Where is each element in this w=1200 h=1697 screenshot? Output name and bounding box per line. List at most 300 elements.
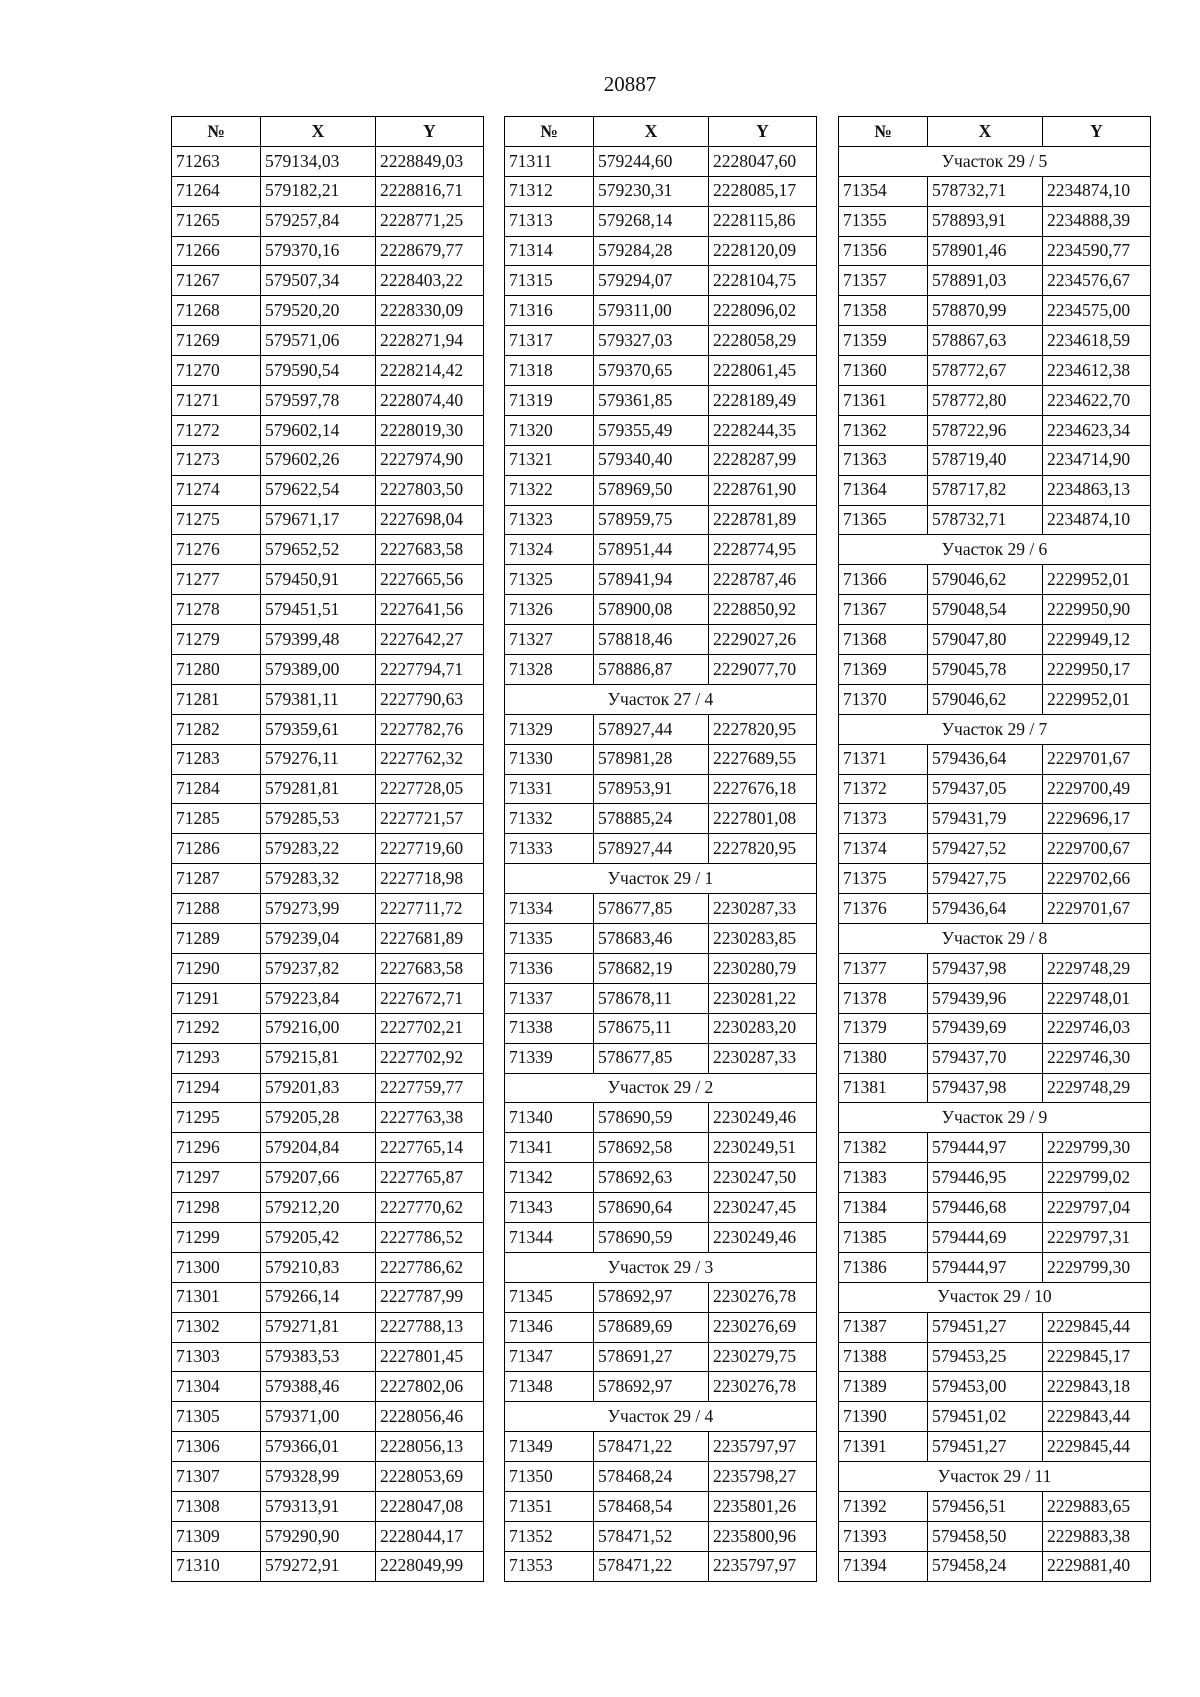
table-row (505, 774, 817, 804)
point-number-cell: 71293 (172, 1043, 261, 1073)
table-row (505, 415, 817, 445)
x-coordinate-cell: 579281,81 (261, 774, 376, 804)
x-coordinate-cell: 579439,96 (928, 983, 1043, 1013)
table-row (839, 983, 1151, 1013)
y-coordinate-cell: 2227762,32 (376, 744, 484, 774)
table-row (505, 1133, 817, 1163)
point-number-cell: 71300 (172, 1252, 261, 1282)
section-title: Участок 29 / 11 (839, 1462, 1151, 1492)
point-number-cell: 71264 (172, 176, 261, 206)
table-row (172, 475, 484, 505)
point-number-cell: 71266 (172, 236, 261, 266)
point-number-cell: 71330 (505, 744, 594, 774)
x-coordinate-cell: 578981,28 (594, 744, 709, 774)
point-number-cell: 71306 (172, 1432, 261, 1462)
table-row (839, 625, 1151, 655)
point-number-cell: 71366 (839, 565, 928, 595)
y-coordinate-cell: 2227794,71 (376, 655, 484, 685)
table-row (172, 326, 484, 356)
x-coordinate-cell: 579311,00 (594, 296, 709, 326)
y-coordinate-cell: 2227702,92 (376, 1043, 484, 1073)
point-number-cell: 71363 (839, 445, 928, 475)
y-coordinate-cell: 2229845,17 (1043, 1342, 1151, 1372)
section-title: Участок 29 / 7 (839, 714, 1151, 744)
table-row (839, 1222, 1151, 1252)
x-coordinate-cell: 579437,05 (928, 774, 1043, 804)
x-coordinate-cell: 578719,40 (928, 445, 1043, 475)
x-coordinate-cell: 578690,64 (594, 1193, 709, 1223)
y-coordinate-cell: 2230276,78 (709, 1372, 817, 1402)
table-row (172, 894, 484, 924)
x-coordinate-cell: 578927,44 (594, 834, 709, 864)
table-row (172, 1043, 484, 1073)
table-row (839, 1193, 1151, 1223)
y-coordinate-cell: 2229748,01 (1043, 983, 1151, 1013)
table-row (505, 296, 817, 326)
header-x: X (928, 117, 1043, 147)
table-row (172, 535, 484, 565)
x-coordinate-cell: 578951,44 (594, 535, 709, 565)
y-coordinate-cell: 2227702,21 (376, 1013, 484, 1043)
point-number-cell: 71374 (839, 834, 928, 864)
table-row (839, 326, 1151, 356)
y-coordinate-cell: 2229799,30 (1043, 1133, 1151, 1163)
point-number-cell: 71271 (172, 386, 261, 416)
table-row (839, 684, 1151, 714)
table-row (505, 1013, 817, 1043)
y-coordinate-cell: 2228189,49 (709, 386, 817, 416)
y-coordinate-cell: 2228058,29 (709, 326, 817, 356)
point-number-cell: 71287 (172, 864, 261, 894)
table-row (505, 804, 817, 834)
x-coordinate-cell: 578732,71 (928, 176, 1043, 206)
point-number-cell: 71343 (505, 1193, 594, 1223)
table-row (505, 535, 817, 565)
x-coordinate-cell: 578901,46 (928, 236, 1043, 266)
y-coordinate-cell: 2235797,97 (709, 1551, 817, 1581)
point-number-cell: 71302 (172, 1312, 261, 1342)
point-number-cell: 71348 (505, 1372, 594, 1402)
section-row (839, 1103, 1151, 1133)
table-row (839, 1073, 1151, 1103)
y-coordinate-cell: 2229949,12 (1043, 625, 1151, 655)
point-number-cell: 71378 (839, 983, 928, 1013)
y-coordinate-cell: 2234618,59 (1043, 326, 1151, 356)
table-row (839, 1163, 1151, 1193)
table-row (505, 445, 817, 475)
x-coordinate-cell: 578677,85 (594, 894, 709, 924)
x-coordinate-cell: 578867,63 (928, 326, 1043, 356)
y-coordinate-cell: 2229027,26 (709, 625, 817, 655)
point-number-cell: 71323 (505, 505, 594, 535)
table-row (505, 714, 817, 744)
section-row (839, 146, 1151, 176)
header-number: № (505, 117, 594, 147)
point-number-cell: 71331 (505, 774, 594, 804)
point-number-cell: 71299 (172, 1222, 261, 1252)
y-coordinate-cell: 2227642,27 (376, 625, 484, 655)
x-coordinate-cell: 579383,53 (261, 1342, 376, 1372)
x-coordinate-cell: 579456,51 (928, 1491, 1043, 1521)
y-coordinate-cell: 2230276,69 (709, 1312, 817, 1342)
section-row (839, 1282, 1151, 1312)
point-number-cell: 71368 (839, 625, 928, 655)
x-coordinate-cell: 578772,67 (928, 356, 1043, 386)
page-number: 20887 (603, 72, 657, 96)
y-coordinate-cell: 2227721,57 (376, 804, 484, 834)
y-coordinate-cell: 2227787,99 (376, 1282, 484, 1312)
y-coordinate-cell: 2228056,13 (376, 1432, 484, 1462)
y-coordinate-cell: 2227788,13 (376, 1312, 484, 1342)
point-number-cell: 71362 (839, 415, 928, 445)
point-number-cell: 71385 (839, 1222, 928, 1252)
table-row (172, 146, 484, 176)
y-coordinate-cell: 2229748,29 (1043, 953, 1151, 983)
x-coordinate-cell: 579431,79 (928, 804, 1043, 834)
point-number-cell: 71318 (505, 356, 594, 386)
y-coordinate-cell: 2227759,77 (376, 1073, 484, 1103)
table-row (839, 1402, 1151, 1432)
y-coordinate-cell: 2229797,31 (1043, 1222, 1151, 1252)
y-coordinate-cell: 2230281,22 (709, 983, 817, 1013)
x-coordinate-cell: 579437,70 (928, 1043, 1043, 1073)
table-row (505, 326, 817, 356)
point-number-cell: 71383 (839, 1163, 928, 1193)
point-number-cell: 71278 (172, 595, 261, 625)
point-number-cell: 71344 (505, 1222, 594, 1252)
header-y: Y (1043, 117, 1151, 147)
point-number-cell: 71269 (172, 326, 261, 356)
table-row (839, 505, 1151, 535)
y-coordinate-cell: 2228244,35 (709, 415, 817, 445)
point-number-cell: 71273 (172, 445, 261, 475)
x-coordinate-cell: 578690,59 (594, 1103, 709, 1133)
point-number-cell: 71286 (172, 834, 261, 864)
x-coordinate-cell: 578953,91 (594, 774, 709, 804)
point-number-cell: 71304 (172, 1372, 261, 1402)
y-coordinate-cell: 2227641,56 (376, 595, 484, 625)
table-row (172, 1252, 484, 1282)
y-coordinate-cell: 2228044,17 (376, 1521, 484, 1551)
table-row (172, 1222, 484, 1252)
point-number-cell: 71384 (839, 1193, 928, 1223)
x-coordinate-cell: 579446,95 (928, 1163, 1043, 1193)
x-coordinate-cell: 578677,85 (594, 1043, 709, 1073)
table-row (839, 415, 1151, 445)
y-coordinate-cell: 2228403,22 (376, 266, 484, 296)
point-number-cell: 71346 (505, 1312, 594, 1342)
y-coordinate-cell: 2227802,06 (376, 1372, 484, 1402)
x-coordinate-cell: 579266,14 (261, 1282, 376, 1312)
point-number-cell: 71297 (172, 1163, 261, 1193)
point-number-cell: 71270 (172, 356, 261, 386)
y-coordinate-cell: 2234590,77 (1043, 236, 1151, 266)
point-number-cell: 71322 (505, 475, 594, 505)
x-coordinate-cell: 579216,00 (261, 1013, 376, 1043)
y-coordinate-cell: 2229950,90 (1043, 595, 1151, 625)
table-row (505, 1432, 817, 1462)
y-coordinate-cell: 2227683,58 (376, 535, 484, 565)
y-coordinate-cell: 2229843,18 (1043, 1372, 1151, 1402)
x-coordinate-cell: 579590,54 (261, 356, 376, 386)
point-number-cell: 71268 (172, 296, 261, 326)
y-coordinate-cell: 2227665,56 (376, 565, 484, 595)
table-row (839, 834, 1151, 864)
y-coordinate-cell: 2230283,85 (709, 924, 817, 954)
section-title: Участок 29 / 6 (839, 535, 1151, 565)
section-title: Участок 29 / 5 (839, 146, 1151, 176)
x-coordinate-cell: 579046,62 (928, 684, 1043, 714)
header-number: № (839, 117, 928, 147)
y-coordinate-cell: 2230283,20 (709, 1013, 817, 1043)
y-coordinate-cell: 2235801,26 (709, 1491, 817, 1521)
x-coordinate-cell: 579283,22 (261, 834, 376, 864)
x-coordinate-cell: 579458,50 (928, 1521, 1043, 1551)
x-coordinate-cell: 579294,07 (594, 266, 709, 296)
table-row (839, 176, 1151, 206)
x-coordinate-cell: 579453,00 (928, 1372, 1043, 1402)
point-number-cell: 71272 (172, 415, 261, 445)
y-coordinate-cell: 2228053,69 (376, 1462, 484, 1492)
table-row (839, 1521, 1151, 1551)
point-number-cell: 71320 (505, 415, 594, 445)
table-row (839, 1491, 1151, 1521)
x-coordinate-cell: 578893,91 (928, 206, 1043, 236)
y-coordinate-cell: 2227689,55 (709, 744, 817, 774)
y-coordinate-cell: 2228104,75 (709, 266, 817, 296)
y-coordinate-cell: 2229077,70 (709, 655, 817, 685)
point-number-cell: 71391 (839, 1432, 928, 1462)
y-coordinate-cell: 2228061,45 (709, 356, 817, 386)
point-number-cell: 71361 (839, 386, 928, 416)
x-coordinate-cell: 579597,78 (261, 386, 376, 416)
y-coordinate-cell: 2235797,97 (709, 1432, 817, 1462)
point-number-cell: 71359 (839, 326, 928, 356)
x-coordinate-cell: 579290,90 (261, 1521, 376, 1551)
point-number-cell: 71342 (505, 1163, 594, 1193)
x-coordinate-cell: 579427,75 (928, 864, 1043, 894)
point-number-cell: 71336 (505, 953, 594, 983)
table-row (505, 236, 817, 266)
x-coordinate-cell: 579134,03 (261, 146, 376, 176)
table-row (172, 1432, 484, 1462)
point-number-cell: 71324 (505, 535, 594, 565)
y-coordinate-cell: 2229746,30 (1043, 1043, 1151, 1073)
x-coordinate-cell: 579444,97 (928, 1252, 1043, 1282)
table-row (839, 894, 1151, 924)
section-title: Участок 27 / 4 (505, 684, 817, 714)
table-row (505, 505, 817, 535)
x-coordinate-cell: 578690,59 (594, 1222, 709, 1252)
x-coordinate-cell: 579388,46 (261, 1372, 376, 1402)
table-row (505, 1043, 817, 1073)
point-number-cell: 71307 (172, 1462, 261, 1492)
table-body (172, 146, 484, 1581)
point-number-cell: 71382 (839, 1133, 928, 1163)
y-coordinate-cell: 2228019,30 (376, 415, 484, 445)
x-coordinate-cell: 579340,40 (594, 445, 709, 475)
y-coordinate-cell: 2227803,50 (376, 475, 484, 505)
table-row (505, 176, 817, 206)
section-row (505, 1402, 817, 1432)
section-row (505, 684, 817, 714)
x-coordinate-cell: 579212,20 (261, 1193, 376, 1223)
x-coordinate-cell: 578717,82 (928, 475, 1043, 505)
section-title: Участок 29 / 9 (839, 1103, 1151, 1133)
point-number-cell: 71333 (505, 834, 594, 864)
table-row (839, 356, 1151, 386)
point-number-cell: 71315 (505, 266, 594, 296)
point-number-cell: 71394 (839, 1551, 928, 1581)
x-coordinate-cell: 579327,03 (594, 326, 709, 356)
point-number-cell: 71329 (505, 714, 594, 744)
section-row (839, 535, 1151, 565)
y-coordinate-cell: 2227763,38 (376, 1103, 484, 1133)
x-coordinate-cell: 579370,16 (261, 236, 376, 266)
y-coordinate-cell: 2228120,09 (709, 236, 817, 266)
x-coordinate-cell: 579436,64 (928, 894, 1043, 924)
y-coordinate-cell: 2228049,99 (376, 1551, 484, 1581)
x-coordinate-cell: 579389,00 (261, 655, 376, 685)
point-number-cell: 71350 (505, 1462, 594, 1492)
table-row (172, 1133, 484, 1163)
y-coordinate-cell: 2229799,30 (1043, 1252, 1151, 1282)
point-number-cell: 71291 (172, 983, 261, 1013)
point-number-cell: 71387 (839, 1312, 928, 1342)
y-coordinate-cell: 2227786,52 (376, 1222, 484, 1252)
table-row (505, 983, 817, 1013)
table-row (172, 505, 484, 535)
y-coordinate-cell: 2229883,65 (1043, 1491, 1151, 1521)
x-coordinate-cell: 579046,62 (928, 565, 1043, 595)
table-row (839, 1432, 1151, 1462)
y-coordinate-cell: 2229700,67 (1043, 834, 1151, 864)
y-coordinate-cell: 2230287,33 (709, 894, 817, 924)
table-row (505, 1282, 817, 1312)
point-number-cell: 71314 (505, 236, 594, 266)
table-row (172, 266, 484, 296)
y-coordinate-cell: 2235798,27 (709, 1462, 817, 1492)
x-coordinate-cell: 578682,19 (594, 953, 709, 983)
x-coordinate-cell: 579182,21 (261, 176, 376, 206)
x-coordinate-cell: 578692,58 (594, 1133, 709, 1163)
y-coordinate-cell: 2227801,08 (709, 804, 817, 834)
table-row (839, 595, 1151, 625)
x-coordinate-cell: 578772,80 (928, 386, 1043, 416)
point-number-cell: 71316 (505, 296, 594, 326)
section-title: Участок 29 / 2 (505, 1073, 817, 1103)
x-coordinate-cell: 579399,48 (261, 625, 376, 655)
table-row (172, 1521, 484, 1551)
point-number-cell: 71369 (839, 655, 928, 685)
table-row (172, 206, 484, 236)
x-coordinate-cell: 579201,83 (261, 1073, 376, 1103)
x-coordinate-cell: 579237,82 (261, 953, 376, 983)
y-coordinate-cell: 2230249,46 (709, 1103, 817, 1133)
table-row (505, 834, 817, 864)
table-body (505, 146, 817, 1581)
table-row (839, 1013, 1151, 1043)
x-coordinate-cell: 579215,81 (261, 1043, 376, 1073)
y-coordinate-cell: 2229748,29 (1043, 1073, 1151, 1103)
table-row (505, 1312, 817, 1342)
section-title: Участок 29 / 4 (505, 1402, 817, 1432)
table-row (505, 565, 817, 595)
header-x: X (261, 117, 376, 147)
y-coordinate-cell: 2228761,90 (709, 475, 817, 505)
x-coordinate-cell: 579285,53 (261, 804, 376, 834)
y-coordinate-cell: 2234622,70 (1043, 386, 1151, 416)
point-number-cell: 71337 (505, 983, 594, 1013)
table-row (172, 445, 484, 475)
x-coordinate-cell: 579439,69 (928, 1013, 1043, 1043)
point-number-cell: 71279 (172, 625, 261, 655)
point-number-cell: 71289 (172, 924, 261, 954)
y-coordinate-cell: 2227711,72 (376, 894, 484, 924)
x-coordinate-cell: 578732,71 (928, 505, 1043, 535)
y-coordinate-cell: 2229845,44 (1043, 1432, 1151, 1462)
x-coordinate-cell: 579205,42 (261, 1222, 376, 1252)
section-row (505, 864, 817, 894)
coordinates-table-1 (171, 116, 484, 1582)
point-number-cell: 71353 (505, 1551, 594, 1581)
x-coordinate-cell: 579268,14 (594, 206, 709, 236)
x-coordinate-cell: 578468,24 (594, 1462, 709, 1492)
section-title: Участок 29 / 8 (839, 924, 1151, 954)
x-coordinate-cell: 579602,26 (261, 445, 376, 475)
x-coordinate-cell: 579652,52 (261, 535, 376, 565)
table-row (839, 1312, 1151, 1342)
y-coordinate-cell: 2227820,95 (709, 834, 817, 864)
y-coordinate-cell: 2229881,40 (1043, 1551, 1151, 1581)
table-row (839, 1043, 1151, 1073)
point-number-cell: 71349 (505, 1432, 594, 1462)
x-coordinate-cell: 579444,69 (928, 1222, 1043, 1252)
point-number-cell: 71379 (839, 1013, 928, 1043)
y-coordinate-cell: 2229845,44 (1043, 1312, 1151, 1342)
point-number-cell: 71392 (839, 1491, 928, 1521)
point-number-cell: 71376 (839, 894, 928, 924)
y-coordinate-cell: 2227786,62 (376, 1252, 484, 1282)
point-number-cell: 71327 (505, 625, 594, 655)
y-coordinate-cell: 2228816,71 (376, 176, 484, 206)
x-coordinate-cell: 579328,99 (261, 1462, 376, 1492)
point-number-cell: 71393 (839, 1521, 928, 1551)
x-coordinate-cell: 579453,25 (928, 1342, 1043, 1372)
table-row (505, 655, 817, 685)
x-coordinate-cell: 578689,69 (594, 1312, 709, 1342)
table-row (172, 1193, 484, 1223)
section-row (505, 1073, 817, 1103)
x-coordinate-cell: 578471,52 (594, 1521, 709, 1551)
x-coordinate-cell: 579437,98 (928, 1073, 1043, 1103)
y-coordinate-cell: 2227718,98 (376, 864, 484, 894)
point-number-cell: 71305 (172, 1402, 261, 1432)
table-row (505, 894, 817, 924)
table-row (839, 1133, 1151, 1163)
point-number-cell: 71351 (505, 1491, 594, 1521)
table-row (172, 983, 484, 1013)
point-number-cell: 71377 (839, 953, 928, 983)
point-number-cell: 71290 (172, 953, 261, 983)
x-coordinate-cell: 579239,04 (261, 924, 376, 954)
x-coordinate-cell: 579313,91 (261, 1491, 376, 1521)
y-coordinate-cell: 2228781,89 (709, 505, 817, 535)
table-row (172, 744, 484, 774)
coordinates-table-2 (504, 116, 817, 1582)
point-number-cell: 71308 (172, 1491, 261, 1521)
x-coordinate-cell: 579370,65 (594, 356, 709, 386)
